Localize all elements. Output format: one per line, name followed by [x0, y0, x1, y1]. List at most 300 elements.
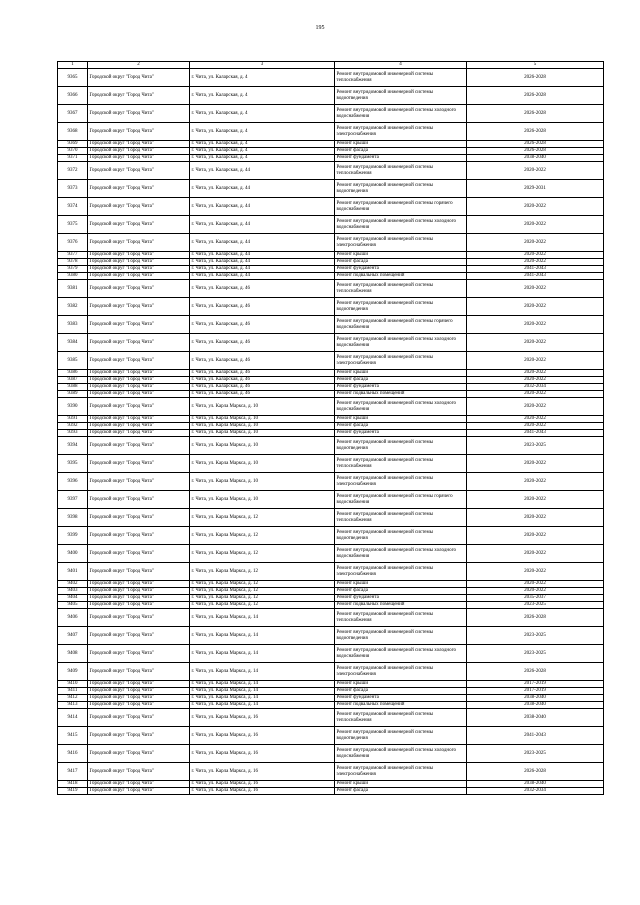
- address-cell: г. Чита, ул. Каларская, д. 46: [190, 391, 335, 398]
- row-number: 9379: [58, 266, 88, 273]
- work-type-cell: Ремонт подвальных помещений: [335, 702, 467, 709]
- row-number: 9417: [58, 763, 88, 781]
- municipality-cell: Городской округ "Город Чита": [88, 727, 190, 745]
- table-row: [58, 259, 604, 266]
- period-cell: 2032-2034: [467, 384, 604, 391]
- period-cell: 2023-2025: [467, 602, 604, 609]
- row-number: 9387: [58, 377, 88, 384]
- column-number-row: [58, 62, 604, 69]
- period-cell: 2020-2022: [467, 398, 604, 416]
- municipality-cell: Городской округ "Город Чита": [88, 423, 190, 430]
- table-row: [58, 695, 604, 702]
- table-row: [58, 162, 604, 180]
- address-cell: г. Чита, ул. Каларская, д. 46: [190, 370, 335, 377]
- table-row: [58, 316, 604, 334]
- work-type-cell: Ремонт внутридомовой инженерной системы электроснабжения: [335, 563, 467, 581]
- period-cell: 2026-2028: [467, 609, 604, 627]
- address-cell: г. Чита, ул. Карла Маркса, д. 14: [190, 663, 335, 681]
- row-number: 9372: [58, 162, 88, 180]
- period-cell: 2020-2022: [467, 391, 604, 398]
- table-row: [58, 423, 604, 430]
- municipality-cell: Городской округ "Город Чита": [88, 105, 190, 123]
- period-cell: 2023-2025: [467, 627, 604, 645]
- row-number: 9383: [58, 316, 88, 334]
- table-row: [58, 455, 604, 473]
- work-type-cell: Ремонт фундамента: [335, 595, 467, 602]
- table-row: [58, 709, 604, 727]
- period-cell: 2038-2040: [467, 709, 604, 727]
- period-cell: 2020-2022: [467, 491, 604, 509]
- row-number: 9392: [58, 423, 88, 430]
- table-row: [58, 155, 604, 162]
- work-type-cell: Ремонт фасада: [335, 259, 467, 266]
- row-number: 9386: [58, 370, 88, 377]
- work-type-cell: Ремонт внутридомовой инженерной системы холодного водоснабжения: [335, 745, 467, 763]
- row-number: 9391: [58, 416, 88, 423]
- row-number: 9398: [58, 509, 88, 527]
- table-row: [58, 702, 604, 709]
- row-number: 9380: [58, 273, 88, 280]
- period-cell: 2041-2043: [467, 273, 604, 280]
- work-type-cell: Ремонт внутридомовой инженерной системы водоотведения: [335, 527, 467, 545]
- table-row: [58, 352, 604, 370]
- period-cell: 2020-2022: [467, 216, 604, 234]
- municipality-cell: Городской округ "Город Чита": [88, 391, 190, 398]
- row-number: 9389: [58, 391, 88, 398]
- address-cell: г. Чита, ул. Карла Маркса, д. 10: [190, 398, 335, 416]
- municipality-cell: Городской округ "Город Чита": [88, 69, 190, 87]
- table-row: [58, 527, 604, 545]
- period-cell: 2023-2025: [467, 745, 604, 763]
- municipality-cell: Городской округ "Город Чита": [88, 609, 190, 627]
- period-cell: 2041-2043: [467, 727, 604, 745]
- address-cell: г. Чита, ул. Карла Маркса, д. 14: [190, 609, 335, 627]
- address-cell: г. Чита, ул. Карла Маркса, д. 16: [190, 788, 335, 795]
- period-cell: 2020-2022: [467, 162, 604, 180]
- period-cell: 2032-2034: [467, 788, 604, 795]
- row-number: 9409: [58, 663, 88, 681]
- address-cell: г. Чита, ул. Карла Маркса, д. 10: [190, 473, 335, 491]
- address-cell: г. Чита, ул. Карла Маркса, д. 12: [190, 595, 335, 602]
- address-cell: г. Чита, ул. Карла Маркса, д. 12: [190, 588, 335, 595]
- address-cell: г. Чита, ул. Карла Маркса, д. 14: [190, 695, 335, 702]
- table-row: [58, 781, 604, 788]
- work-type-cell: Ремонт внутридомовой инженерной системы электроснабжения: [335, 663, 467, 681]
- table-row: [58, 491, 604, 509]
- column-header: 3: [190, 62, 335, 69]
- address-cell: г. Чита, ул. Каларская, д. 44: [190, 216, 335, 234]
- period-cell: 2020-2022: [467, 423, 604, 430]
- municipality-cell: Городской округ "Город Чита": [88, 123, 190, 141]
- period-cell: 2023-2025: [467, 645, 604, 663]
- row-number: 9397: [58, 491, 88, 509]
- address-cell: г. Чита, ул. Каларская, д. 46: [190, 377, 335, 384]
- row-number: 9395: [58, 455, 88, 473]
- row-number: 9413: [58, 702, 88, 709]
- municipality-cell: Городской округ "Город Чита": [88, 216, 190, 234]
- period-cell: 2020-2022: [467, 234, 604, 252]
- column-header: 4: [335, 62, 467, 69]
- work-type-cell: Ремонт внутридомовой инженерной системы теплоснабжения: [335, 509, 467, 527]
- municipality-cell: Городской округ "Город Чита": [88, 581, 190, 588]
- work-type-cell: Ремонт крыши: [335, 252, 467, 259]
- work-type-cell: Ремонт крыши: [335, 416, 467, 423]
- period-cell: 2020-2022: [467, 298, 604, 316]
- municipality-cell: Городской округ "Город Чита": [88, 234, 190, 252]
- row-number: 9369: [58, 141, 88, 148]
- work-type-cell: Ремонт внутридомовой инженерной системы холодного водоснабжения: [335, 216, 467, 234]
- row-number: 9381: [58, 280, 88, 298]
- table-row: [58, 609, 604, 627]
- municipality-cell: Городской округ "Город Чита": [88, 141, 190, 148]
- table-row: [58, 545, 604, 563]
- municipality-cell: Городской округ "Город Чита": [88, 162, 190, 180]
- address-cell: г. Чита, ул. Каларская, д. 44: [190, 259, 335, 266]
- work-type-cell: Ремонт внутридомовой инженерной системы теплоснабжения: [335, 609, 467, 627]
- table-row: [58, 216, 604, 234]
- address-cell: г. Чита, ул. Каларская, д. 44: [190, 198, 335, 216]
- column-header: 2: [88, 62, 190, 69]
- period-cell: 2026-2028: [467, 663, 604, 681]
- work-type-cell: Ремонт фундамента: [335, 430, 467, 437]
- table-row: [58, 141, 604, 148]
- municipality-cell: Городской округ "Город Чита": [88, 259, 190, 266]
- table-row: [58, 298, 604, 316]
- work-type-cell: Ремонт внутридомовой инженерной системы холодного водоснабжения: [335, 645, 467, 663]
- row-number: 9414: [58, 709, 88, 727]
- work-type-cell: Ремонт внутридомовой инженерной системы электроснабжения: [335, 473, 467, 491]
- row-number: 9403: [58, 588, 88, 595]
- address-cell: г. Чита, ул. Каларская, д. 46: [190, 316, 335, 334]
- table-row: [58, 252, 604, 259]
- page-number: 195: [315, 25, 325, 31]
- municipality-cell: Городской округ "Город Чита": [88, 273, 190, 280]
- municipality-cell: Городской округ "Город Чита": [88, 702, 190, 709]
- period-cell: 2020-2022: [467, 377, 604, 384]
- table-row: [58, 266, 604, 273]
- address-cell: г. Чита, ул. Карла Маркса, д. 14: [190, 645, 335, 663]
- row-number: 9415: [58, 727, 88, 745]
- work-type-cell: Ремонт внутридомовой инженерной системы горячего водоснабжения: [335, 198, 467, 216]
- row-number: 9411: [58, 688, 88, 695]
- municipality-cell: Городской округ "Город Чита": [88, 491, 190, 509]
- work-type-cell: Ремонт внутридомовой инженерной системы теплоснабжения: [335, 280, 467, 298]
- address-cell: г. Чита, ул. Карла Маркса, д. 14: [190, 702, 335, 709]
- period-cell: 2020-2022: [467, 352, 604, 370]
- work-type-cell: Ремонт фундамента: [335, 384, 467, 391]
- address-cell: г. Чита, ул. Карла Маркса, д. 12: [190, 509, 335, 527]
- period-cell: 2026-2028: [467, 69, 604, 87]
- period-cell: 2020-2022: [467, 473, 604, 491]
- period-cell: 2038-2040: [467, 702, 604, 709]
- table-row: [58, 384, 604, 391]
- municipality-cell: Городской округ "Город Чита": [88, 155, 190, 162]
- table-row: [58, 437, 604, 455]
- work-type-cell: Ремонт фасада: [335, 423, 467, 430]
- table-row: [58, 645, 604, 663]
- address-cell: г. Чита, ул. Карла Маркса, д. 10: [190, 437, 335, 455]
- municipality-cell: Городской округ "Город Чита": [88, 788, 190, 795]
- period-cell: 2029-2031: [467, 180, 604, 198]
- municipality-cell: Городской округ "Город Чита": [88, 398, 190, 416]
- address-cell: г. Чита, ул. Каларская, д. 4: [190, 105, 335, 123]
- address-cell: г. Чита, ул. Каларская, д. 44: [190, 234, 335, 252]
- row-number: 9396: [58, 473, 88, 491]
- work-type-cell: Ремонт внутридомовой инженерной системы водоотведения: [335, 180, 467, 198]
- table-body: [58, 62, 604, 795]
- period-cell: 2020-2022: [467, 316, 604, 334]
- repair-schedule-table: [57, 61, 604, 795]
- period-cell: 2020-2022: [467, 334, 604, 352]
- address-cell: г. Чита, ул. Каларская, д. 4: [190, 155, 335, 162]
- work-type-cell: Ремонт внутридомовой инженерной системы электроснабжения: [335, 352, 467, 370]
- table-row: [58, 430, 604, 437]
- row-number: 9370: [58, 148, 88, 155]
- table-row: [58, 788, 604, 795]
- row-number: 9366: [58, 87, 88, 105]
- municipality-cell: Городской округ "Город Чита": [88, 645, 190, 663]
- period-cell: 2035-2037: [467, 595, 604, 602]
- address-cell: г. Чита, ул. Каларская, д. 44: [190, 180, 335, 198]
- table-row: [58, 581, 604, 588]
- table-row: [58, 234, 604, 252]
- table-row: [58, 688, 604, 695]
- address-cell: г. Чита, ул. Карла Маркса, д. 12: [190, 545, 335, 563]
- table-row: [58, 87, 604, 105]
- period-cell: 2026-2028: [467, 123, 604, 141]
- table-row: [58, 377, 604, 384]
- row-number: 9412: [58, 695, 88, 702]
- address-cell: г. Чита, ул. Каларская, д. 4: [190, 148, 335, 155]
- row-number: 9385: [58, 352, 88, 370]
- table-row: [58, 595, 604, 602]
- table-row: [58, 280, 604, 298]
- work-type-cell: Ремонт внутридомовой инженерной системы теплоснабжения: [335, 709, 467, 727]
- work-type-cell: Ремонт внутридомовой инженерной системы водоотведения: [335, 727, 467, 745]
- period-cell: 2023-2025: [467, 437, 604, 455]
- work-type-cell: Ремонт внутридомовой инженерной системы водоотведения: [335, 437, 467, 455]
- address-cell: г. Чита, ул. Каларская, д. 44: [190, 252, 335, 259]
- table-row: [58, 273, 604, 280]
- table-row: [58, 148, 604, 155]
- row-number: 9373: [58, 180, 88, 198]
- table-row: [58, 663, 604, 681]
- municipality-cell: Городской округ "Город Чита": [88, 198, 190, 216]
- row-number: 9390: [58, 398, 88, 416]
- work-type-cell: Ремонт внутридомовой инженерной системы холодного водоснабжения: [335, 545, 467, 563]
- address-cell: г. Чита, ул. Карла Маркса, д. 16: [190, 781, 335, 788]
- row-number: 9378: [58, 259, 88, 266]
- municipality-cell: Городской округ "Город Чита": [88, 681, 190, 688]
- work-type-cell: Ремонт внутридомовой инженерной системы холодного водоснабжения: [335, 334, 467, 352]
- municipality-cell: Городской округ "Город Чита": [88, 688, 190, 695]
- work-type-cell: Ремонт крыши: [335, 781, 467, 788]
- period-cell: 2038-2040: [467, 781, 604, 788]
- municipality-cell: Городской округ "Город Чита": [88, 430, 190, 437]
- table-row: [58, 198, 604, 216]
- period-cell: 2020-2022: [467, 509, 604, 527]
- work-type-cell: Ремонт фундамента: [335, 695, 467, 702]
- municipality-cell: Городской округ "Город Чита": [88, 545, 190, 563]
- period-cell: 2017-2019: [467, 688, 604, 695]
- address-cell: г. Чита, ул. Каларская, д. 4: [190, 87, 335, 105]
- table-row: [58, 745, 604, 763]
- period-cell: 2038-2040: [467, 155, 604, 162]
- period-cell: 2020-2022: [467, 252, 604, 259]
- row-number: 9384: [58, 334, 88, 352]
- work-type-cell: Ремонт внутридомовой инженерной системы электроснабжения: [335, 763, 467, 781]
- row-number: 9382: [58, 298, 88, 316]
- address-cell: г. Чита, ул. Карла Маркса, д. 16: [190, 709, 335, 727]
- municipality-cell: Городской округ "Город Чита": [88, 148, 190, 155]
- municipality-cell: Городской округ "Город Чита": [88, 509, 190, 527]
- period-cell: 2041-2043: [467, 430, 604, 437]
- municipality-cell: Городской округ "Город Чита": [88, 377, 190, 384]
- period-cell: 2020-2022: [467, 455, 604, 473]
- period-cell: 2020-2022: [467, 581, 604, 588]
- work-type-cell: Ремонт крыши: [335, 681, 467, 688]
- municipality-cell: Городской округ "Город Чита": [88, 437, 190, 455]
- row-number: 9402: [58, 581, 88, 588]
- municipality-cell: Городской округ "Город Чита": [88, 352, 190, 370]
- work-type-cell: Ремонт внутридомовой инженерной системы электроснабжения: [335, 123, 467, 141]
- address-cell: г. Чита, ул. Каларская, д. 46: [190, 334, 335, 352]
- work-type-cell: Ремонт фасада: [335, 788, 467, 795]
- row-number: 9416: [58, 745, 88, 763]
- address-cell: г. Чита, ул. Карла Маркса, д. 12: [190, 602, 335, 609]
- row-number: 9401: [58, 563, 88, 581]
- row-number: 9388: [58, 384, 88, 391]
- municipality-cell: Городской округ "Город Чита": [88, 527, 190, 545]
- municipality-cell: Городской округ "Город Чита": [88, 695, 190, 702]
- address-cell: г. Чита, ул. Карла Маркса, д. 16: [190, 745, 335, 763]
- row-number: 9376: [58, 234, 88, 252]
- address-cell: г. Чита, ул. Карла Маркса, д. 12: [190, 563, 335, 581]
- address-cell: г. Чита, ул. Карла Маркса, д. 10: [190, 455, 335, 473]
- address-cell: г. Чита, ул. Карла Маркса, д. 10: [190, 491, 335, 509]
- municipality-cell: Городской округ "Город Чита": [88, 763, 190, 781]
- period-cell: 2038-2040: [467, 695, 604, 702]
- municipality-cell: Городской округ "Город Чита": [88, 663, 190, 681]
- address-cell: г. Чита, ул. Каларская, д. 44: [190, 266, 335, 273]
- municipality-cell: Городской округ "Город Чита": [88, 709, 190, 727]
- municipality-cell: Городской округ "Город Чита": [88, 473, 190, 491]
- table-row: [58, 398, 604, 416]
- municipality-cell: Городской округ "Город Чита": [88, 745, 190, 763]
- period-cell: 2020-2022: [467, 563, 604, 581]
- work-type-cell: Ремонт фасада: [335, 377, 467, 384]
- table-row: [58, 180, 604, 198]
- row-number: 9399: [58, 527, 88, 545]
- table-row: [58, 763, 604, 781]
- column-header: 5: [467, 62, 604, 69]
- work-type-cell: Ремонт крыши: [335, 141, 467, 148]
- work-type-cell: Ремонт внутридомовой инженерной системы теплоснабжения: [335, 162, 467, 180]
- table-row: [58, 627, 604, 645]
- address-cell: г. Чита, ул. Каларская, д. 46: [190, 298, 335, 316]
- municipality-cell: Городской округ "Город Чита": [88, 334, 190, 352]
- period-cell: 2026-2028: [467, 105, 604, 123]
- municipality-cell: Городской округ "Город Чита": [88, 595, 190, 602]
- row-number: 9368: [58, 123, 88, 141]
- municipality-cell: Городской округ "Город Чита": [88, 280, 190, 298]
- row-number: 9418: [58, 781, 88, 788]
- address-cell: г. Чита, ул. Карла Маркса, д. 10: [190, 416, 335, 423]
- period-cell: 2017-2019: [467, 681, 604, 688]
- work-type-cell: Ремонт подвальных помещений: [335, 273, 467, 280]
- work-type-cell: Ремонт фасада: [335, 148, 467, 155]
- municipality-cell: Городской округ "Город Чита": [88, 416, 190, 423]
- row-number: 9400: [58, 545, 88, 563]
- period-cell: 2020-2022: [467, 588, 604, 595]
- work-type-cell: Ремонт внутридомовой инженерной системы водоотведения: [335, 87, 467, 105]
- work-type-cell: Ремонт внутридомовой инженерной системы холодного водоснабжения: [335, 398, 467, 416]
- address-cell: г. Чита, ул. Карла Маркса, д. 14: [190, 627, 335, 645]
- work-type-cell: Ремонт фасада: [335, 588, 467, 595]
- row-number: 9371: [58, 155, 88, 162]
- period-cell: 2026-2028: [467, 141, 604, 148]
- address-cell: г. Чита, ул. Карла Маркса, д. 16: [190, 727, 335, 745]
- work-type-cell: Ремонт фасада: [335, 688, 467, 695]
- table-row: [58, 509, 604, 527]
- row-number: 9377: [58, 252, 88, 259]
- work-type-cell: Ремонт внутридомовой инженерной системы горячего водоснабжения: [335, 316, 467, 334]
- row-number: 9394: [58, 437, 88, 455]
- municipality-cell: Городской округ "Город Чита": [88, 180, 190, 198]
- period-cell: 2020-2022: [467, 416, 604, 423]
- table-row: [58, 588, 604, 595]
- municipality-cell: Городской округ "Город Чита": [88, 455, 190, 473]
- table-row: [58, 416, 604, 423]
- work-type-cell: Ремонт подвальных помещений: [335, 391, 467, 398]
- municipality-cell: Городской округ "Город Чита": [88, 602, 190, 609]
- table-row: [58, 105, 604, 123]
- municipality-cell: Городской округ "Город Чита": [88, 588, 190, 595]
- address-cell: г. Чита, ул. Карла Маркса, д. 14: [190, 688, 335, 695]
- period-cell: 2020-2022: [467, 280, 604, 298]
- period-cell: 2020-2022: [467, 198, 604, 216]
- address-cell: г. Чита, ул. Карла Маркса, д. 10: [190, 423, 335, 430]
- municipality-cell: Городской округ "Город Чита": [88, 627, 190, 645]
- table-row: [58, 370, 604, 377]
- period-cell: 2020-2022: [467, 527, 604, 545]
- table-row: [58, 334, 604, 352]
- address-cell: г. Чита, ул. Каларская, д. 46: [190, 352, 335, 370]
- work-type-cell: Ремонт внутридомовой инженерной системы теплоснабжения: [335, 69, 467, 87]
- address-cell: г. Чита, ул. Карла Маркса, д. 10: [190, 430, 335, 437]
- period-cell: 2020-2022: [467, 545, 604, 563]
- address-cell: г. Чита, ул. Карла Маркса, д. 14: [190, 681, 335, 688]
- table-row: [58, 391, 604, 398]
- municipality-cell: Городской округ "Город Чита": [88, 252, 190, 259]
- row-number: 9407: [58, 627, 88, 645]
- period-cell: 2020-2022: [467, 370, 604, 377]
- municipality-cell: Городской округ "Город Чита": [88, 87, 190, 105]
- work-type-cell: Ремонт крыши: [335, 581, 467, 588]
- row-number: 9405: [58, 602, 88, 609]
- table-row: [58, 602, 604, 609]
- column-header: 1: [58, 62, 88, 69]
- municipality-cell: Городской округ "Город Чита": [88, 316, 190, 334]
- row-number: 9367: [58, 105, 88, 123]
- work-type-cell: Ремонт фундамента: [335, 155, 467, 162]
- address-cell: г. Чита, ул. Карла Маркса, д. 12: [190, 581, 335, 588]
- work-type-cell: Ремонт внутридомовой инженерной системы водоотведения: [335, 298, 467, 316]
- address-cell: г. Чита, ул. Карла Маркса, д. 16: [190, 763, 335, 781]
- work-type-cell: Ремонт фундамента: [335, 266, 467, 273]
- period-cell: 2041-2043: [467, 266, 604, 273]
- address-cell: г. Чита, ул. Каларская, д. 4: [190, 141, 335, 148]
